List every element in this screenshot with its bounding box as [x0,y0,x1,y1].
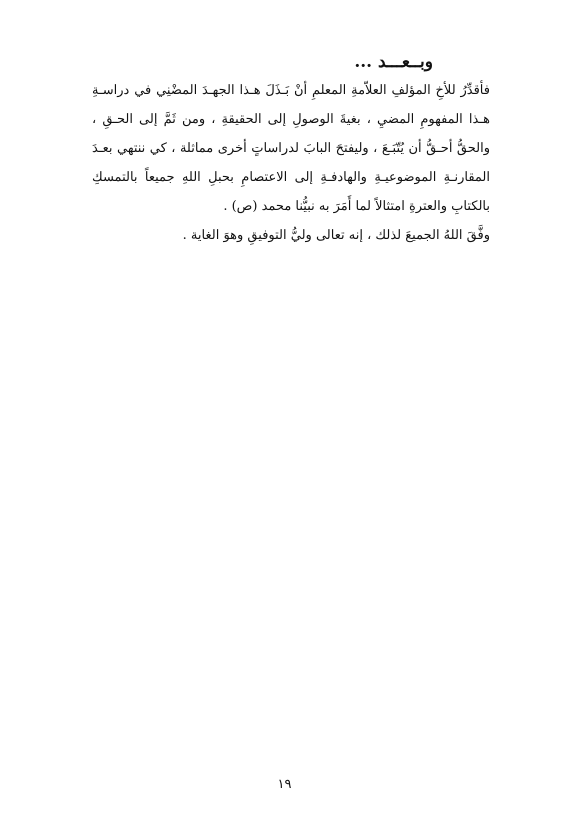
paragraph-main: فأقدِّرُ للأخِ المؤلفِ العلاّمةِ المعلمِ أنْ بَـذَلَ هـذا الجهـدَ المضْنِي في دراسـةِ هـذا المفهومِ المضيِ ، بغيةَ الوصولِ إلى الحقيقةِ ، ومن ثَمَّ إلى الحـقِ ، والحقُّ أحـقُّ أن يُتّبَـعَ ، وليفتحَ البابَ لدراساتٍ أخرى مماثلة ، كي ننتهي بعـدَ المقارنـةِ الموضوعيـةِ والهادفـةِ إلى الاعتصامِ بحبلِ اللهِ جميعاً بالتمسكِ بالكتابِ والعترةِ امتثالاً لما أَمَرَ به نبيُّنا محمد (ص) . [92,83,490,214]
page-number: ١٩ [277,777,292,792]
paragraph-closing: وفَّقَ اللهُ الجميعَ لذلك ، إنه تعالى وليُّ التوفيقِ وهوَ الغاية . [182,228,490,243]
section-heading: وبــعـــد ... [354,52,433,72]
body-text [92,76,490,250]
